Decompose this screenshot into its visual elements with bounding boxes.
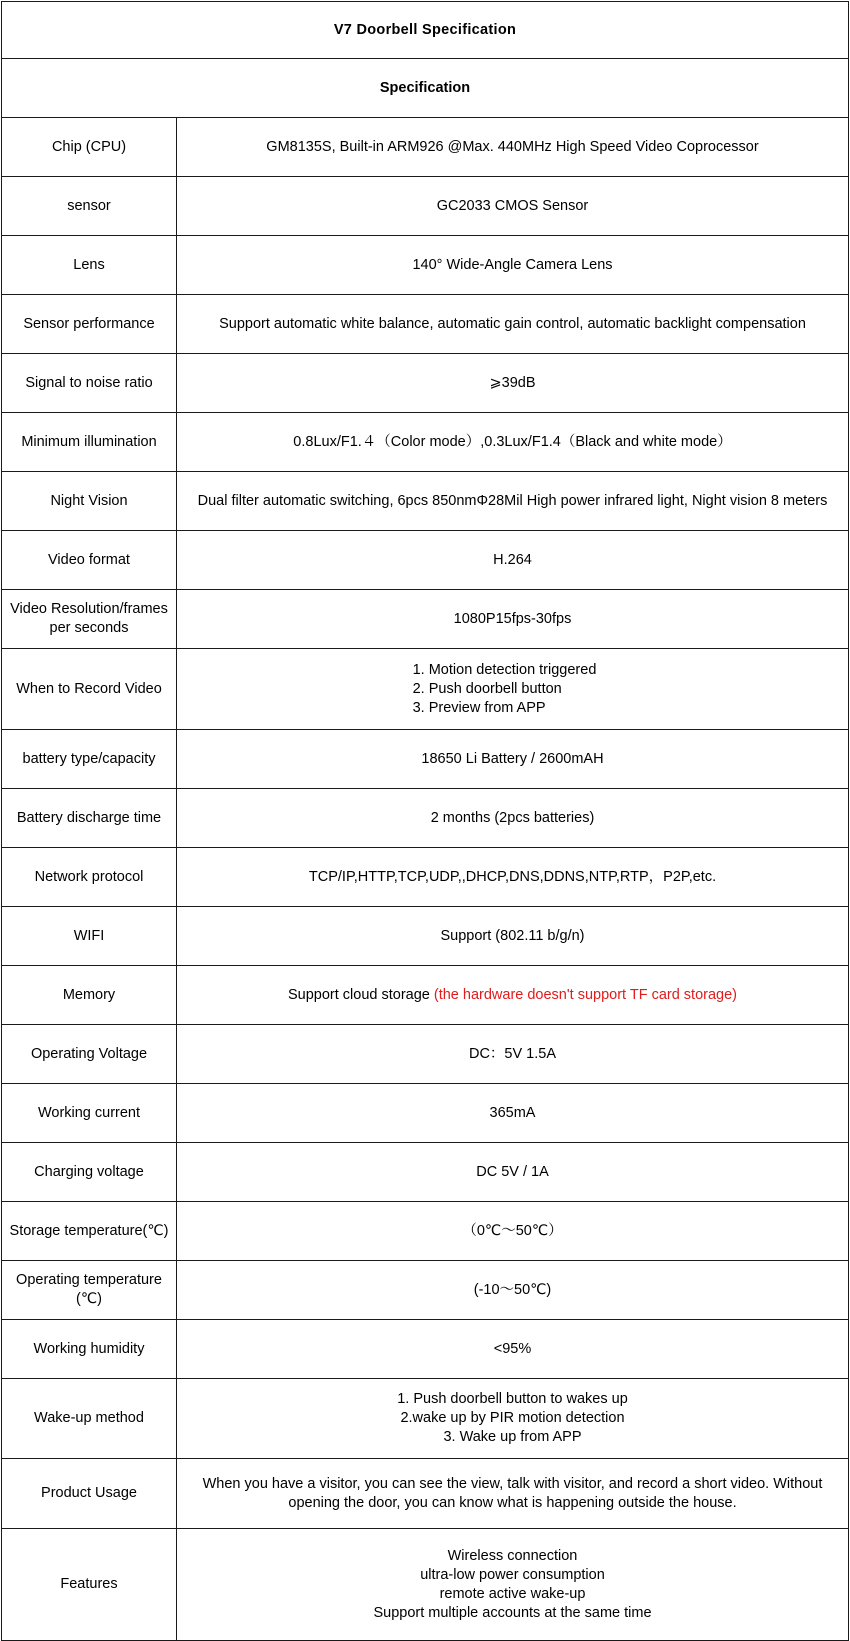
spec-value: (-10～50℃) xyxy=(177,1261,849,1320)
spec-label: Features xyxy=(2,1529,177,1641)
spec-label: battery type/capacity xyxy=(2,730,177,789)
list-item: ultra-low power consumption xyxy=(420,1566,605,1583)
spec-row-memory xyxy=(2,966,849,1025)
spec-row-product-usage xyxy=(2,1459,849,1529)
features-list xyxy=(373,1547,651,1623)
list-item: 2.wake up by PIR motion detection xyxy=(400,1410,625,1426)
spec-value: Dual filter automatic switching, 6pcs 850nmΦ28Mil High power infrared light, Night vision 8 meters xyxy=(177,472,849,531)
spec-value: DC 5V / 1A xyxy=(177,1143,849,1202)
spec-label: Product Usage xyxy=(2,1459,177,1529)
spec-value: Support (802.11 b/g/n) xyxy=(177,907,849,966)
spec-row-operating-temperature xyxy=(2,1261,849,1320)
spec-row-night-vision xyxy=(2,472,849,531)
spec-value: 2 months (2pcs batteries) xyxy=(177,789,849,848)
page-title: V7 Doorbell Specification xyxy=(2,2,849,59)
spec-label: Lens xyxy=(2,236,177,295)
spec-row-lens xyxy=(2,236,849,295)
spec-row-sensor xyxy=(2,177,849,236)
spec-label: Working humidity xyxy=(2,1320,177,1379)
section-header-row xyxy=(2,59,849,118)
spec-row-charging-voltage xyxy=(2,1143,849,1202)
record-trigger-list xyxy=(413,661,597,718)
spec-row-battery-discharge xyxy=(2,789,849,848)
spec-row-video-format xyxy=(2,531,849,590)
spec-label: Sensor performance xyxy=(2,295,177,354)
spec-row-sensor-performance xyxy=(2,295,849,354)
spec-row-storage-temperature xyxy=(2,1202,849,1261)
list-item: 1. Motion detection triggered xyxy=(412,661,597,678)
spec-row-wifi xyxy=(2,907,849,966)
spec-value: When you have a visitor, you can see the view, talk with visitor, and record a short video. Without opening the door, you can know what is happening outside the house. xyxy=(177,1459,849,1529)
spec-value xyxy=(177,966,849,1025)
spec-value: GM8135S, Built-in ARM926 @Max. 440MHz High Speed Video Coprocessor xyxy=(177,118,849,177)
spec-label: Video format xyxy=(2,531,177,590)
spec-value: <95% xyxy=(177,1320,849,1379)
list-item: 1. Push doorbell button to wakes up xyxy=(397,1391,628,1407)
section-header: Specification xyxy=(2,59,849,118)
spec-row-chip xyxy=(2,118,849,177)
spec-label: Operating temperature (℃) xyxy=(2,1261,177,1320)
spec-label: Operating Voltage xyxy=(2,1025,177,1084)
spec-label: Charging voltage xyxy=(2,1143,177,1202)
list-item: 3. Preview from APP xyxy=(412,699,546,716)
spec-row-min-illumination xyxy=(2,413,849,472)
wake-up-list xyxy=(397,1390,628,1447)
spec-row-snr xyxy=(2,354,849,413)
spec-label: Minimum illumination xyxy=(2,413,177,472)
spec-table xyxy=(1,1,849,1641)
spec-label: Chip (CPU) xyxy=(2,118,177,177)
spec-label: sensor xyxy=(2,177,177,236)
spec-value: DC：5V 1.5A xyxy=(177,1025,849,1084)
memory-note: (the hardware doesn't support TF card storage) xyxy=(433,986,738,1003)
spec-label: When to Record Video xyxy=(2,649,177,730)
spec-value xyxy=(177,1379,849,1459)
spec-row-features xyxy=(2,1529,849,1641)
list-item: 3. Wake up from APP xyxy=(443,1429,582,1445)
spec-label: Memory xyxy=(2,966,177,1025)
spec-value: （0℃～50℃） xyxy=(177,1202,849,1261)
spec-label: Video Resolution/frames per seconds xyxy=(2,590,177,649)
spec-row-operating-voltage xyxy=(2,1025,849,1084)
spec-label: Night Vision xyxy=(2,472,177,531)
spec-value: GC2033 CMOS Sensor xyxy=(177,177,849,236)
spec-value xyxy=(177,1529,849,1641)
spec-label: Battery discharge time xyxy=(2,789,177,848)
spec-row-battery-type xyxy=(2,730,849,789)
spec-row-wake-up-method xyxy=(2,1379,849,1459)
spec-row-working-current xyxy=(2,1084,849,1143)
spec-label: Signal to noise ratio xyxy=(2,354,177,413)
spec-label: Working current xyxy=(2,1084,177,1143)
spec-value: Support automatic white balance, automatic gain control, automatic backlight compensation xyxy=(177,295,849,354)
spec-label: Storage temperature(℃) xyxy=(2,1202,177,1261)
spec-value: 18650 Li Battery / 2600mAH xyxy=(177,730,849,789)
spec-value: TCP/IP,HTTP,TCP,UDP,,DHCP,DNS,DDNS,NTP,RTP，P2P,etc. xyxy=(177,848,849,907)
spec-value: 365mA xyxy=(177,1084,849,1143)
spec-row-video-resolution xyxy=(2,590,849,649)
spec-value xyxy=(177,649,849,730)
spec-label: Wake-up method xyxy=(2,1379,177,1459)
spec-value: 0.8Lux/F1.４（Color mode）,0.3Lux/F1.4（Black and white mode） xyxy=(177,413,849,472)
spec-value: ⩾39dB xyxy=(177,354,849,413)
list-item: Support multiple accounts at the same time xyxy=(373,1604,652,1621)
spec-row-network-protocol xyxy=(2,848,849,907)
list-item: 2. Push doorbell button xyxy=(412,680,562,697)
spec-value: H.264 xyxy=(177,531,849,590)
list-item: remote active wake-up xyxy=(439,1585,586,1602)
spec-value: 1080P15fps-30fps xyxy=(177,590,849,649)
spec-value: 140° Wide-Angle Camera Lens xyxy=(177,236,849,295)
memory-value: Support cloud storage xyxy=(287,986,434,1003)
spec-row-record-video xyxy=(2,649,849,730)
spec-label: WIFI xyxy=(2,907,177,966)
spec-label: Network protocol xyxy=(2,848,177,907)
title-row xyxy=(2,2,849,59)
spec-row-working-humidity xyxy=(2,1320,849,1379)
list-item: Wireless connection xyxy=(447,1547,578,1564)
